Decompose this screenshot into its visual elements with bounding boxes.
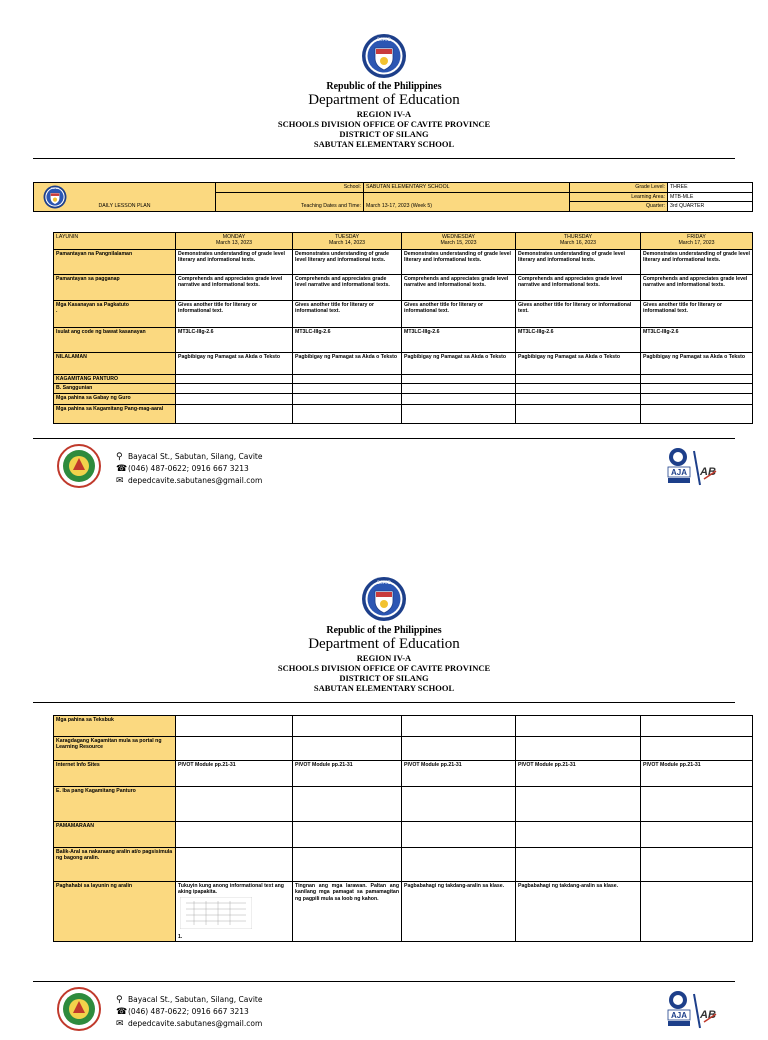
dates-field-value: March 13-17, 2023 (Week 5) [364, 193, 570, 212]
day-header: WEDNESDAY March 15, 2023 [402, 233, 516, 250]
row-label: Balik-Aral sa nakaraang aralin at/o pagsisimula ng bagong aralin. [54, 848, 176, 882]
grade-field-value: THREE [668, 183, 753, 193]
email-icon: ✉ [116, 476, 124, 486]
table-cell: Pagbibigay ng Pamagat sa Akda o Teksto [516, 353, 641, 375]
row-label: E. Iba pang Kagamitang Panturo [54, 787, 176, 822]
table-cell: Gives another title for literary or informational text. [516, 301, 641, 328]
grade-field-label: Grade Level: [570, 183, 668, 193]
table-cell: Tukuyin kung anong informational text ang aking ipapakita. 1. [176, 882, 293, 942]
row-label: Mga Kasanayan sa Pagkatuto . [54, 301, 176, 328]
table-cell: Pagbabahagi ng takdang-aralin sa klase. [516, 882, 641, 942]
row-label: Karagdagang Kagamitan mula sa portal ng Learning Resource [54, 737, 176, 761]
school-logo-icon [57, 444, 101, 488]
district-label: DISTRICT OF SILANG [339, 673, 429, 683]
table-cell: Demonstrates understanding of grade level literary and informational texts. [516, 250, 641, 275]
day-header: TUESDAY March 14, 2023 [293, 233, 402, 250]
division-label: SCHOOLS DIVISION OFFICE OF CAVITE PROVINCE [277, 663, 491, 673]
day-header: FRIDAY March 17, 2023 [641, 233, 753, 250]
column-header-objectives: LAYUNIN [54, 233, 176, 250]
letterhead [0, 81, 768, 149]
quarter-field-label: Quarter: [570, 202, 668, 211]
table-cell: Demonstrates understanding of grade level literary and informational texts. [641, 250, 753, 275]
day-header: THURSDAY March 16, 2023 [516, 233, 641, 250]
location-pin-icon: ⚲ [116, 995, 123, 1005]
department-title: Department of Education [308, 92, 460, 108]
table-row [54, 250, 753, 275]
table-cell: PIVOT Module pp.21-31 [176, 761, 293, 787]
table-row [54, 404, 753, 423]
table-cell: Pagbibigay ng Pamagat sa Akda o Teksto [176, 353, 293, 375]
school-logo-icon [57, 987, 101, 1031]
row-label: NILALAMAN [54, 353, 176, 375]
table-cell: Pagbibigay ng Pamagat sa Akda o Teksto [641, 353, 753, 375]
phone-icon: ☎ [116, 464, 128, 474]
table-row [54, 822, 753, 848]
table-cell: Comprehends and appreciates grade level narrative and informational texts. [293, 275, 402, 301]
table-cell: Comprehends and appreciates grade level narrative and informational texts. [641, 275, 753, 301]
table-row [54, 328, 753, 353]
phone-icon: ☎ [116, 1007, 128, 1017]
row-label: KAGAMITANG PANTURO [54, 375, 176, 384]
lesson-plan-table [53, 232, 753, 424]
district-label: DISTRICT OF SILANG [339, 129, 429, 139]
quarter-field-value: 3rd QUARTER [668, 202, 753, 211]
dlp-title-cell [34, 183, 216, 212]
deped-seal-icon [361, 576, 407, 622]
region-label: REGION IV-A [356, 109, 412, 119]
row-label: Mga pahina sa Kagamitang Pang-mag-aaral [54, 404, 176, 423]
table-row [54, 393, 753, 404]
footer-divider [33, 438, 735, 439]
table-cell: Tingnan ang mga larawan. Paltan ang kanilang mga pamagat sa pamamagitan ng pagpili mula sa loob ng kahon. [293, 882, 402, 942]
row-label: Pamantayan na Pangnilalaman [54, 250, 176, 275]
table-row [54, 375, 753, 384]
phone-text: (046) 487-0622; 0916 667 3213 [128, 1007, 249, 1016]
table-cell: Demonstrates understanding of grade level literary and informational texts. [293, 250, 402, 275]
address-text: Bayacal St., Sabutan, Silang, Cavite [128, 452, 263, 461]
table-cell: Pagbabahagi ng takdang-aralin sa klase. [402, 882, 516, 942]
footer-divider [33, 981, 735, 982]
table-cell: PIVOT Module pp.21-31 [402, 761, 516, 787]
contact-info [116, 994, 262, 1030]
lesson-plan-table-continued [53, 715, 753, 942]
table-cell: Comprehends and appreciates grade level narrative and informational texts. [516, 275, 641, 301]
email-text: depedcavite.sabutanes@gmail.com [128, 476, 263, 485]
table-cell [641, 882, 753, 942]
table-row [54, 761, 753, 787]
table-cell: MT3LC-IIIg-2.6 [641, 328, 753, 353]
email-icon: ✉ [116, 1019, 124, 1029]
table-cell: Pagbibigay ng Pamagat sa Akda o Teksto [293, 353, 402, 375]
republic-label: Republic of the Philippines [326, 625, 442, 636]
day-header: MONDAY March 13, 2023 [176, 233, 293, 250]
table-header-row [54, 233, 753, 250]
table-cell: Gives another title for literary or informational text. [402, 301, 516, 328]
table-row [54, 882, 753, 942]
row-label: Pamantayan sa pagganap [54, 275, 176, 301]
table-cell: Pagbibigay ng Pamagat sa Akda o Teksto [402, 353, 516, 375]
address-text: Bayacal St., Sabutan, Silang, Cavite [128, 995, 263, 1004]
table-cell: PIVOT Module pp.21-31 [516, 761, 641, 787]
header-divider [33, 158, 735, 159]
division-label: SCHOOLS DIVISION OFFICE OF CAVITE PROVINCE [277, 119, 491, 129]
letterhead [0, 625, 768, 693]
table-row [54, 716, 753, 737]
table-row [54, 848, 753, 882]
email-text: depedcavite.sabutanes@gmail.com [128, 1019, 263, 1028]
table-cell: PIVOT Module pp.21-31 [293, 761, 402, 787]
table-cell: MT3LC-IIIg-2.6 [293, 328, 402, 353]
location-pin-icon: ⚲ [116, 452, 123, 462]
table-cell: MT3LC-IIIg-2.6 [402, 328, 516, 353]
table-row [54, 275, 753, 301]
deped-seal-icon [43, 185, 67, 209]
table-cell: Comprehends and appreciates grade level narrative and informational texts. [176, 275, 293, 301]
certification-logo-icon [664, 445, 720, 497]
school-field-value: SABUTAN ELEMENTARY SCHOOL [364, 183, 570, 193]
area-field-label: Learning Area: [570, 193, 668, 202]
dates-field-label: Teaching Dates and Time: [216, 193, 364, 212]
table-cell: MT3LC-IIIg-2.6 [176, 328, 293, 353]
row-label: Mga pahina sa Gabay ng Guro [54, 393, 176, 404]
table-row [54, 787, 753, 822]
table-cell: Comprehends and appreciates grade level narrative and informational texts. [402, 275, 516, 301]
worksheet-thumbnail [180, 897, 252, 929]
row-label: B. Sanggunian [54, 384, 176, 393]
school-field-label: School: [216, 183, 364, 193]
phone-text: (046) 487-0622; 0916 667 3213 [128, 464, 249, 473]
table-cell: Demonstrates understanding of grade level literary and informational texts. [176, 250, 293, 275]
school-label: SABUTAN ELEMENTARY SCHOOL [313, 683, 455, 693]
deped-seal-icon [361, 33, 407, 79]
table-row [54, 384, 753, 393]
table-row [54, 353, 753, 375]
school-label: SABUTAN ELEMENTARY SCHOOL [313, 139, 455, 149]
row-label: Paghahabi sa layunin ng aralin [54, 882, 176, 942]
table-row [54, 737, 753, 761]
republic-label: Republic of the Philippines [326, 81, 442, 92]
department-title: Department of Education [308, 636, 460, 652]
table-row [54, 301, 753, 328]
table-cell: PIVOT Module pp.21-31 [641, 761, 753, 787]
row-label: Internet Info Sites [54, 761, 176, 787]
header-divider [33, 702, 735, 703]
table-cell: Demonstrates understanding of grade level literary and informational texts. [402, 250, 516, 275]
region-label: REGION IV-A [356, 653, 412, 663]
certification-logo-icon [664, 988, 720, 1040]
dlp-info-table [33, 182, 753, 212]
table-cell: Gives another title for literary or informational text. [293, 301, 402, 328]
contact-info [116, 451, 262, 487]
row-label: PAMAMARAAN [54, 822, 176, 848]
table-cell: Gives another title for literary or informational text. [176, 301, 293, 328]
dlp-title: DAILY LESSON PLAN [98, 203, 151, 210]
row-label: Mga pahina sa Teksbuk [54, 716, 176, 737]
table-cell: MT3LC-IIIg-2.6 [516, 328, 641, 353]
row-label: Isulat ang code ng bawat kasanayan [54, 328, 176, 353]
footnote: 1. [178, 933, 183, 940]
table-cell: Gives another title for literary or informational text. [641, 301, 753, 328]
area-field-value: MTB-MLE [668, 193, 753, 202]
